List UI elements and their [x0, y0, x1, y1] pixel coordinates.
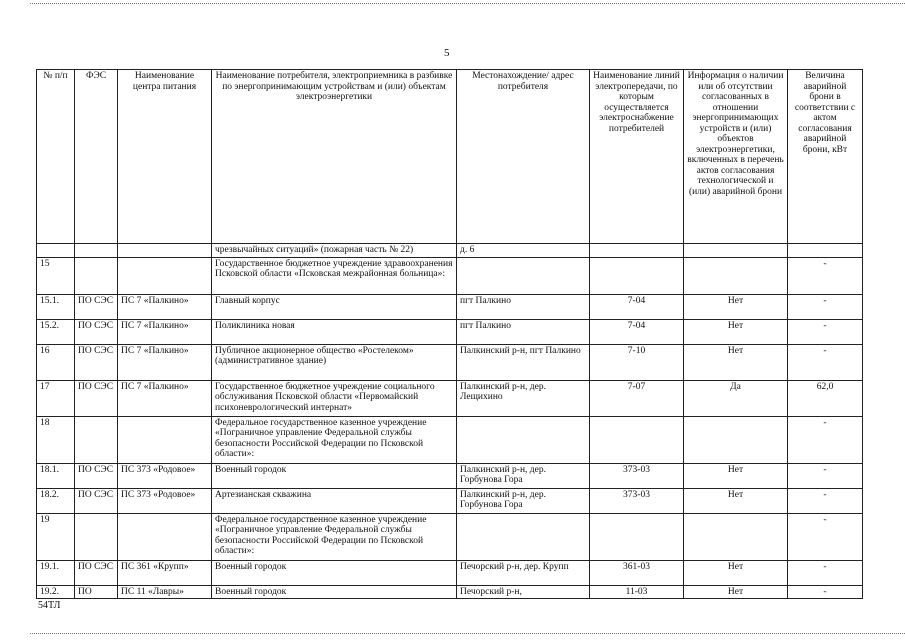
cell-address [457, 416, 590, 463]
cell-address [457, 513, 590, 560]
cell-agreement-info: Нет [684, 319, 788, 344]
document-code: 54ТЛ [38, 600, 61, 611]
cell-consumer: Поликлиника новая [212, 319, 457, 344]
cell-number: 18.2. [37, 488, 75, 513]
table-header-row [37, 70, 863, 244]
cell-number: 18.1. [37, 463, 75, 488]
cell-fes: ПО СЭС [75, 380, 118, 416]
cell-address: Палкинский р-н, дер. Горбунова Гора [457, 488, 590, 513]
cell-address: Печорский р-н, дер. Крупп [457, 560, 590, 585]
header-fes: ФЭС [75, 70, 118, 244]
cell-emergency-reserve: - [788, 294, 863, 319]
cell-fes [75, 513, 118, 560]
header-address: Местонахождение/ адрес потребителя [457, 70, 590, 244]
cell-power-center: ПС 7 «Палкино» [118, 344, 212, 380]
cell-number: 19.1. [37, 560, 75, 585]
table-row [37, 380, 863, 416]
table-row [37, 244, 863, 258]
cell-emergency-reserve: 62,0 [788, 380, 863, 416]
cell-emergency-reserve: - [788, 560, 863, 585]
table-row [37, 560, 863, 585]
cell-power-center [118, 257, 212, 294]
cell-power-line: 373-03 [590, 488, 684, 513]
cell-consumer: Федеральное государственное казенное учреждение «Пограничное управление Федеральной службы безопасности Российской Федерации по Псковской области»: [212, 513, 457, 560]
cell-power-center [118, 416, 212, 463]
cell-power-line: 7-04 [590, 319, 684, 344]
cell-consumer: Военный городок [212, 463, 457, 488]
cell-number: 15.2. [37, 319, 75, 344]
cell-power-center: ПС 7 «Палкино» [118, 380, 212, 416]
cell-fes [75, 257, 118, 294]
cell-power-line: 7-04 [590, 294, 684, 319]
cell-emergency-reserve: - [788, 319, 863, 344]
table-row [37, 585, 863, 599]
cell-address: Печорский р-н, [457, 585, 590, 599]
cell-consumer: Федеральное государственное казенное учреждение «Пограничное управление Федеральной службы безопасности Российской Федерации по Псковской области»: [212, 416, 457, 463]
cell-power-center: ПС 373 «Родовое» [118, 463, 212, 488]
cell-power-center [118, 244, 212, 258]
cell-emergency-reserve: - [788, 416, 863, 463]
table-row [37, 513, 863, 560]
cell-address: пгт Палкино [457, 294, 590, 319]
cell-agreement-info: Нет [684, 463, 788, 488]
cell-emergency-reserve: - [788, 585, 863, 599]
cell-fes: ПО СЭС [75, 488, 118, 513]
cell-consumer: Публичное акционерное общество «Ростелеком» (административное здание) [212, 344, 457, 380]
cell-power-center: ПС 7 «Палкино» [118, 319, 212, 344]
cell-address: пгт Палкино [457, 319, 590, 344]
cell-fes: ПО СЭС [75, 344, 118, 380]
cell-emergency-reserve: - [788, 488, 863, 513]
cell-number: 16 [37, 344, 75, 380]
cell-number: 15 [37, 257, 75, 294]
cell-number [37, 244, 75, 258]
cell-fes: ПО СЭС [75, 319, 118, 344]
header-consumer: Наименование потребителя, электроприемника в разбивке по энергопринимающим устройствам и (или) объектам электроэнергетики [212, 70, 457, 244]
cell-fes [75, 244, 118, 258]
cell-agreement-info [684, 257, 788, 294]
cell-consumer: Главный корпус [212, 294, 457, 319]
scan-edge-top [30, 3, 905, 4]
cell-power-center: ПС 361 «Крупп» [118, 560, 212, 585]
cell-power-line [590, 257, 684, 294]
page-number: 5 [444, 47, 450, 59]
cell-agreement-info [684, 244, 788, 258]
cell-agreement-info: Да [684, 380, 788, 416]
cell-number: 19.2. [37, 585, 75, 599]
cell-power-line [590, 513, 684, 560]
header-number: № п/п [37, 70, 75, 244]
table-row [37, 344, 863, 380]
cell-power-line: 373-03 [590, 463, 684, 488]
cell-agreement-info: Нет [684, 585, 788, 599]
cell-power-line: 7-10 [590, 344, 684, 380]
cell-address [457, 257, 590, 294]
cell-consumer: Артезианская скважина [212, 488, 457, 513]
cell-number: 18 [37, 416, 75, 463]
cell-agreement-info: Нет [684, 488, 788, 513]
cell-number: 19 [37, 513, 75, 560]
cell-address: Палкинский р-н, пгт Палкино [457, 344, 590, 380]
cell-emergency-reserve: - [788, 257, 863, 294]
cell-fes: ПО [75, 585, 118, 599]
table-row [37, 463, 863, 488]
cell-address: д. 6 [457, 244, 590, 258]
cell-consumer: Военный городок [212, 585, 457, 599]
cell-power-line [590, 244, 684, 258]
header-emergency-reserve: Величина аварийной брони в соответствии с актом согласования аварийной брони, кВт [788, 70, 863, 244]
cell-fes: ПО СЭС [75, 463, 118, 488]
cell-fes: ПО СЭС [75, 560, 118, 585]
cell-number: 15.1. [37, 294, 75, 319]
table-row [37, 416, 863, 463]
cell-address: Палкинский р-н, дер. Горбунова Гора [457, 463, 590, 488]
cell-power-center: ПС 7 «Палкино» [118, 294, 212, 319]
table-row [37, 319, 863, 344]
cell-agreement-info: Нет [684, 560, 788, 585]
cell-power-center: ПС 373 «Родовое» [118, 488, 212, 513]
cell-consumer: чрезвычайных ситуаций» (пожарная часть № 22) [212, 244, 457, 258]
cell-fes [75, 416, 118, 463]
cell-agreement-info: Нет [684, 344, 788, 380]
cell-emergency-reserve [788, 244, 863, 258]
cell-address: Палкинский р-н, дер. Лещихино [457, 380, 590, 416]
header-agreement-info: Информация о наличии или об отсутствии согласованных в отношении энергопринимающих устройств и (или) объектов электроэнергетики, включенных в перечень актов согласования технологической и (или) аварийной брони [684, 70, 788, 244]
cell-power-line: 11-03 [590, 585, 684, 599]
cell-agreement-info [684, 416, 788, 463]
cell-power-line: 361-03 [590, 560, 684, 585]
scan-edge-bottom [30, 633, 905, 634]
cell-consumer: Государственное бюджетное учреждение здравоохранения Псковской области «Псковская межрайонная больница»: [212, 257, 457, 294]
cell-power-line: 7-07 [590, 380, 684, 416]
cell-power-center [118, 513, 212, 560]
cell-emergency-reserve: - [788, 513, 863, 560]
header-power-center: Наименование центра питания [118, 70, 212, 244]
table-row [37, 294, 863, 319]
table-row [37, 257, 863, 294]
cell-consumer: Военный городок [212, 560, 457, 585]
reserve-registry-table [36, 69, 863, 599]
table-row [37, 488, 863, 513]
cell-agreement-info: Нет [684, 294, 788, 319]
cell-consumer: Государственное бюджетное учреждение социального обслуживания Псковской области «Первомайский психоневрологический интернат» [212, 380, 457, 416]
cell-agreement-info [684, 513, 788, 560]
cell-power-line [590, 416, 684, 463]
cell-power-center: ПС 11 «Лавры» [118, 585, 212, 599]
header-power-line: Наименование линий электропередачи, по которым осуществляется электроснабжение потребителей [590, 70, 684, 244]
cell-emergency-reserve: - [788, 463, 863, 488]
cell-fes: ПО СЭС [75, 294, 118, 319]
cell-emergency-reserve: - [788, 344, 863, 380]
cell-number: 17 [37, 380, 75, 416]
